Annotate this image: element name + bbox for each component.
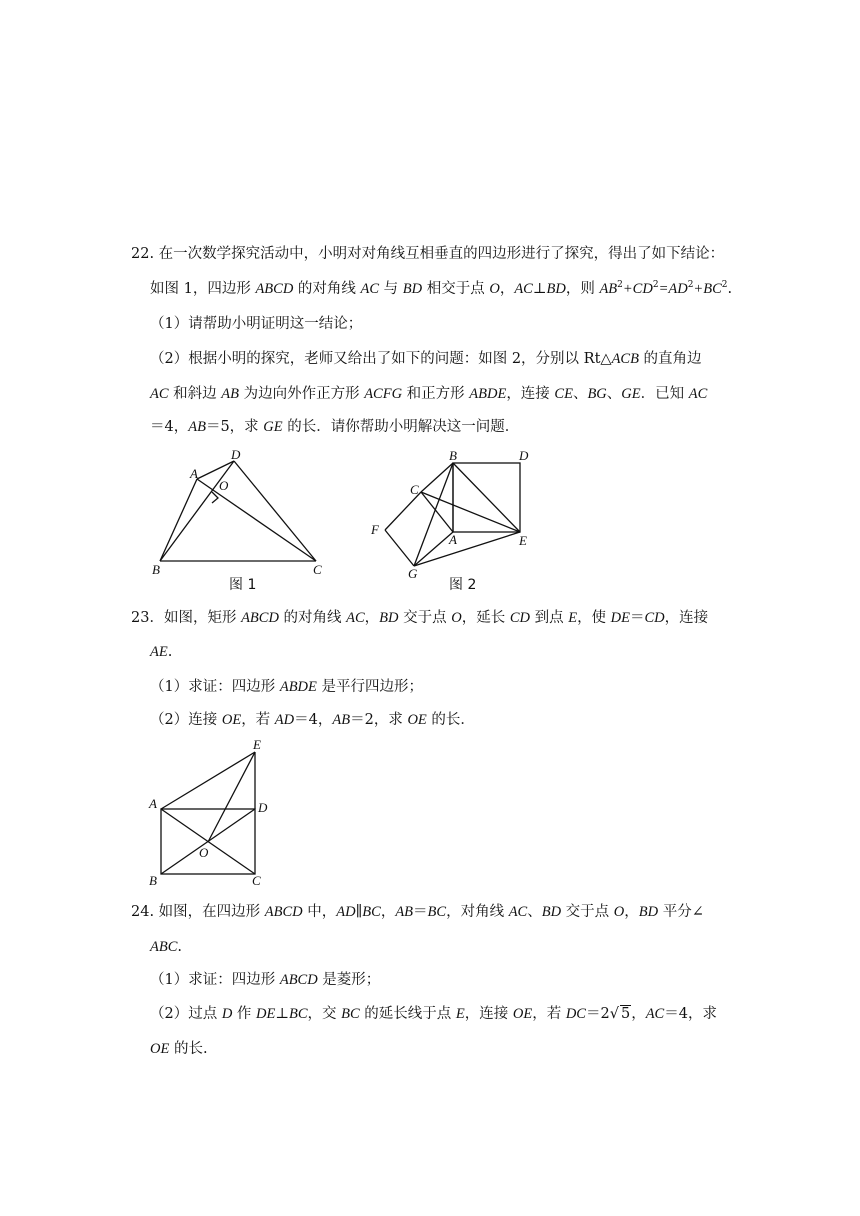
fig2-label-C: C [410,482,419,497]
q22-part-2-line-3: ＝4，AB＝5，求 GE 的长．请你帮助小明解决这一问题． [150,419,520,435]
fig2-label-A: A [449,532,457,547]
fig1-label-B: B [152,562,160,577]
q22-part-2-line-2: AC 和斜边 AB 为边向外作正方形 ACFG 和正方形 ABDE，连接 CE、BG、GE．已知 AC [150,386,708,402]
fig2-label-D: D [519,448,529,463]
q22-line-2: 如图 1，四边形 ABCD 的对角线 AC 与 BD 相交于点 O，AC⊥BD，则 $AB^2+CD^2=AD^2+BC^2$. [150,280,733,297]
q22-part-2-line-1: （2）根据小明的探究，老师又给出了如下的问题：如图 2，分别以 Rt△ACB 的直角边 [150,351,702,367]
sqrt-radicand: 5 [620,1006,631,1022]
q23-part-2: （2）连接 OE，若 AD＝4，AB＝2，求 OE 的长． [150,712,475,728]
fig2-edge-CF [385,492,421,530]
q23-label-O: O [199,845,209,860]
fig1-edge-DC [234,461,316,561]
q23-label-A: A [149,796,157,811]
fig1-diag-AC [197,479,316,561]
fig2-label-B: B [449,448,457,463]
fig1-label-O: O [219,478,229,493]
fig1-label-A: A [190,466,198,481]
sqrt-radical-sign: √ [609,1006,619,1022]
q23-part-1: （1）求证：四边形 ABDE 是平行四边形； [150,679,423,695]
q23-line-1: 23．如图，矩形 ABCD 的对角线 AC，BD 交于点 O，延长 CD 到点 E，使 DE＝CD，连接 [131,610,709,626]
q23-label-C: C [252,873,261,888]
q24-line-2: ABC. [150,939,182,955]
fig2-caption: 图 2 [449,577,477,593]
fig2-edge-FG [385,530,414,566]
fig1-label-C: C [313,562,322,577]
q23-line-2: AE. [150,644,173,660]
q24-part-2-line-1: （2）过点 D 作 DE⊥BC，交 BC 的延长线于点 E，连接 OE，若 DC＝2√ 5，AC＝4，求 [150,1006,717,1022]
fig2-edge-CE [421,492,520,532]
q24-part-2-line-2: OE 的长. [150,1041,208,1057]
fig2-edge-BE [453,463,520,532]
fig2-label-G: G [408,566,418,581]
fig1-edge-AB [160,479,197,561]
fig2-label-E: E [519,533,527,548]
q23-label-B: B [149,873,157,888]
q22-part-1: （1）请帮助小明证明这一结论； [150,316,363,332]
q23-label-E: E [253,737,261,752]
q23-edge-AE [161,752,255,809]
q24-part-1: （1）求证：四边形 ABCD 是菱形； [150,972,381,988]
q23-label-D: D [258,800,268,815]
fig2-edge-BG [414,463,453,566]
fig1-edge-AD [197,461,234,479]
fig1-caption: 图 1 [229,577,257,593]
fig1-label-D: D [231,447,241,462]
q22-line-1: 22. 在一次数学探究活动中，小明对对角线互相垂直的四边形进行了探究，得出了如下结论： [131,246,725,262]
fig2-label-F: F [371,522,379,537]
q24-line-1: 24. 如图，在四边形 ABCD 中，AD∥BC，AB＝BC，对角线 AC、BD 交于点 O，BD 平分∠ [131,904,704,920]
fig2-edge-GE [414,532,520,566]
fig1-right-angle-mark [212,492,218,503]
